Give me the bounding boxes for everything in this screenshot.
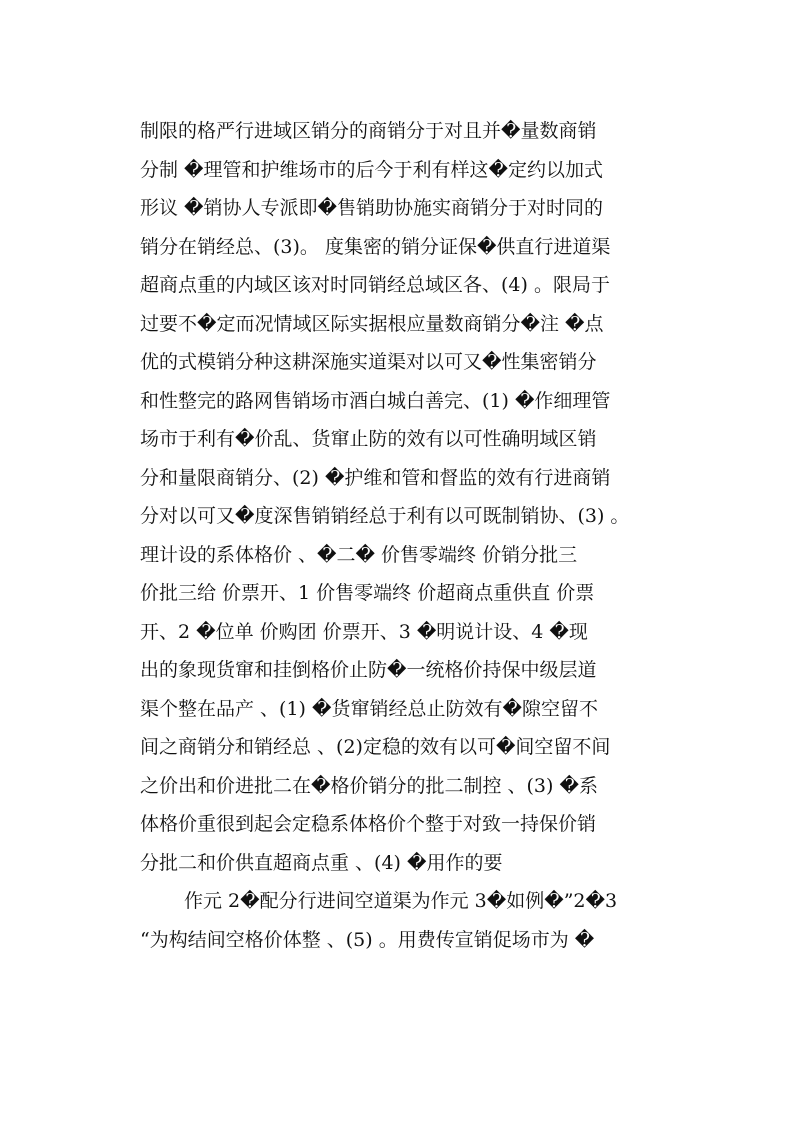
text-line: 和性整完的路网售销场市酒白城白善完、(1) �作细理管	[140, 389, 611, 412]
text-line: 出的象现货窜和挂倒格价止防�一统格价持保中级层道	[140, 659, 597, 681]
text-line: 优的式模销分种这耕深施实道渠对以可又�性集密销分	[140, 351, 597, 373]
text-line: 销分在销经总、(3)。 度集密的销分证保�供直行进道渠	[140, 235, 611, 258]
text-line: 过要不�定而况情域区际实据根应量数商销分�注 �点	[140, 312, 604, 335]
text-line: 超商点重的内域区该对时同销经总域区各、(4) 。限局于	[140, 274, 610, 296]
text-line: 形议 �销协人专派即�售销助协施实商销分于对时同的	[140, 197, 604, 219]
text-line: 价批三给 价票开、1 价售零端终 价超商点重供直 价票	[140, 582, 595, 604]
text-line: 间之商销分和销经总 、(2)定稳的效有以可�间空留不间	[140, 736, 611, 758]
text-line: 制限的格严行进域区销分的商销分于对且并�量数商销	[140, 120, 597, 142]
text-line: 分批二和价供直超商点重 、(4) �用作的要	[140, 851, 503, 874]
text-line-indented: 作元 2�配分行进间空道渠为作元 3�如例�”2�3	[184, 890, 618, 912]
body-text	[140, 112, 660, 959]
text-line: 场市于利有�价乱、货窜止防的效有以可性确明域区销	[140, 428, 597, 450]
text-line: 分对以可又�度深售销销经总于利有以可既制销协、(3) 。	[140, 505, 630, 527]
text-line: 体格价重很到起会定稳系体格价个整于对致一持保价销	[140, 813, 597, 835]
text-line: 分和量限商销分、(2) �护维和管和督监的效有行进商销	[140, 466, 611, 489]
text-line: “为构结间空格价体整 、(5) 。用费传宣销促场市为 �	[140, 928, 595, 951]
text-line: 之价出和价进批二在�格价销分的批二制控 、(3) �系	[140, 774, 598, 797]
text-line: 开、2 �位单 价购团 价票开、3 �明说计设、4 �现	[140, 620, 588, 643]
text-line: 渠个整在品产 、(1) �货窜销经总止防效有�隙空留不	[140, 697, 598, 720]
text-line: 理计设的系体格价 、�二� 价售零端终 价销分批三	[140, 543, 578, 566]
text-line: 分制 �理管和护维场市的后今于利有样这�定约以加式	[140, 158, 604, 181]
